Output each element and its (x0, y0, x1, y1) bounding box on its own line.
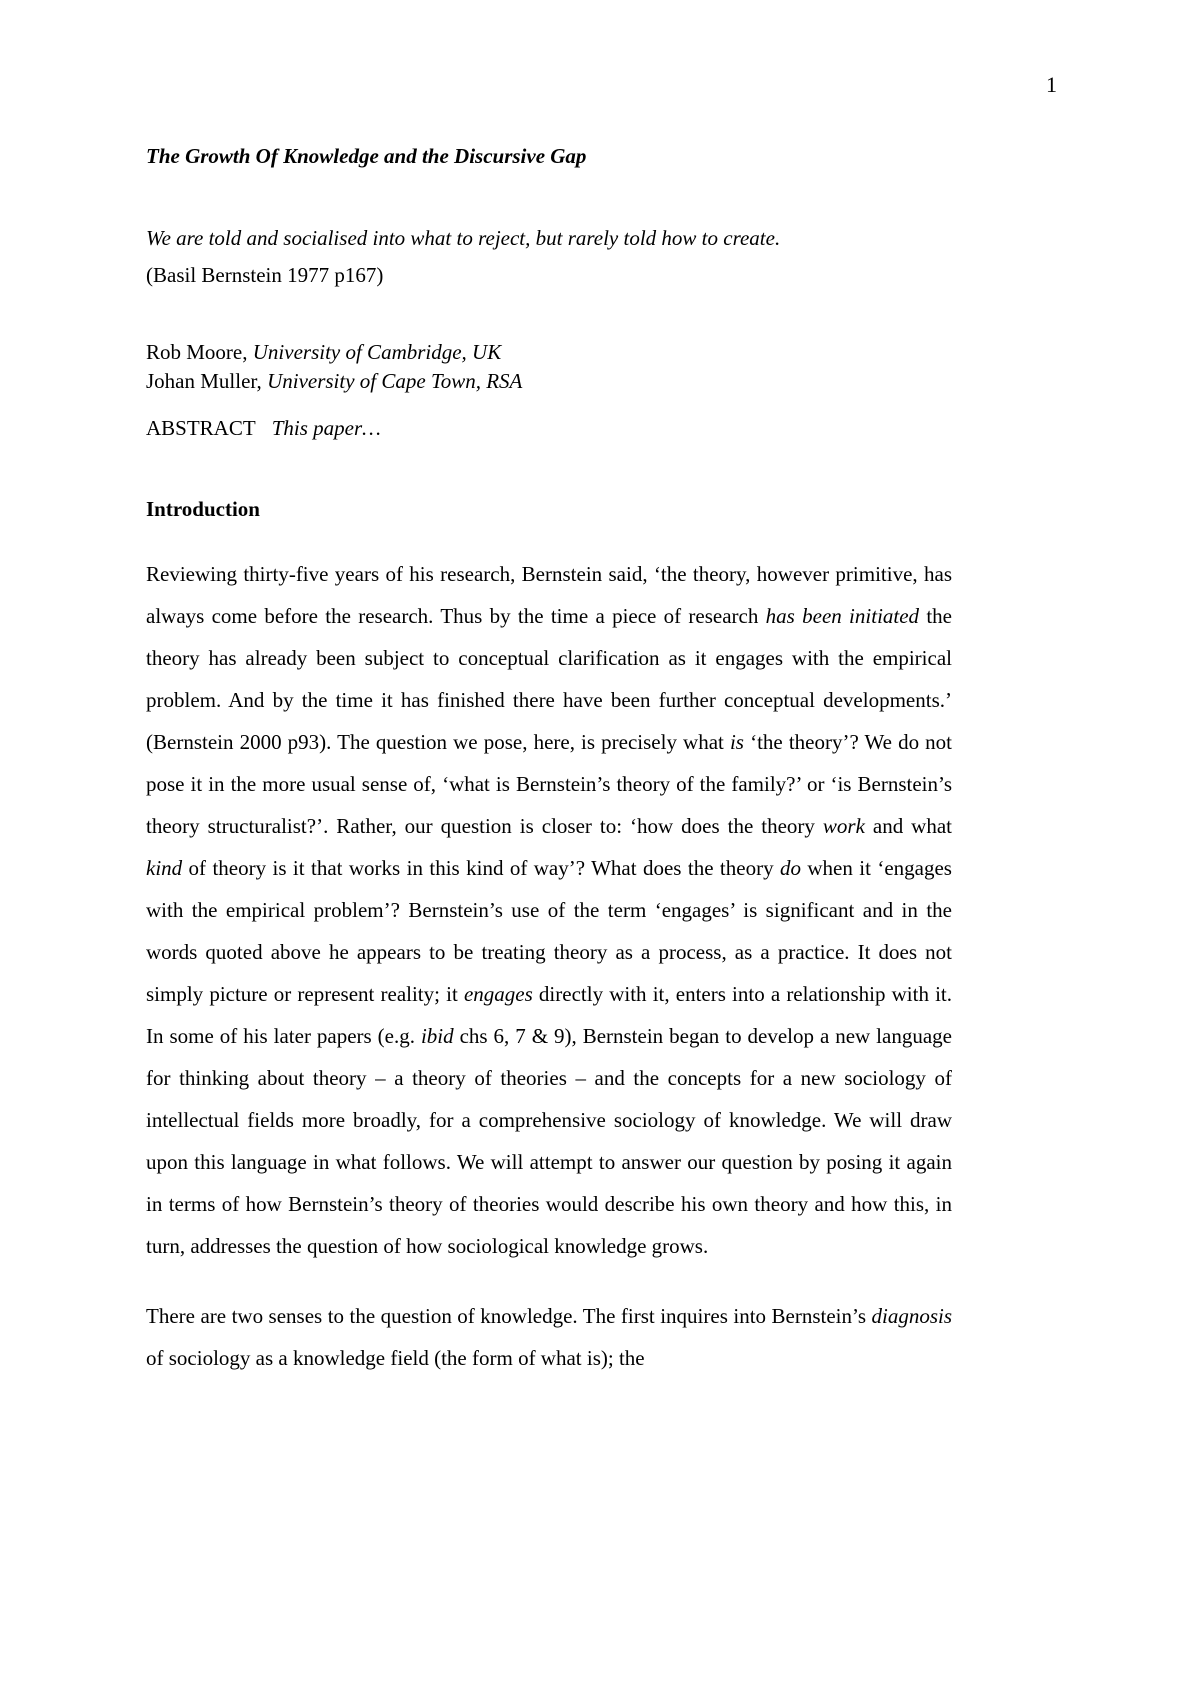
text-run: of theory is it that works in this kind of way’? What does the theory (182, 856, 780, 880)
author-list (146, 338, 952, 396)
emphasis: has been initiated (765, 604, 920, 628)
author-line (146, 338, 952, 367)
abstract-text: This paper… (271, 416, 381, 440)
emphasis: do (779, 856, 801, 880)
epigraph-quote: We are told and socialised into what to reject, but rarely told how to create. (146, 226, 781, 250)
page-number: 1 (1046, 72, 1057, 97)
text-run: of sociology as a knowledge field (the form of what is); the (146, 1346, 645, 1370)
emphasis: kind (146, 856, 183, 880)
text-run: Reviewing thirty-five years of his research, Bernstein said, ‘the theory, however primitive, has always come before the research. Thus by the time a piece of research (146, 562, 952, 628)
text-run: when it ‘engages with the empirical problem’? Bernstein’s use of the term ‘engages’ is significant and in the words quoted above he appears to be treating theory as a process, as a practice. It does not simply picture or represent reality; it (146, 856, 952, 1006)
emphasis: engages (463, 982, 533, 1006)
text-run: and what (864, 814, 952, 838)
author-affiliation: University of Cape Town, RSA (267, 369, 523, 393)
body-paragraph (146, 1295, 952, 1379)
text-run: the theory has already been subject to conceptual clarification as it engages with the empirical problem. And by the time it has finished there have been further conceptual developments.’ (Bernstein 2000 p93). The question we pose, here, is precisely what (146, 604, 953, 754)
author-line (146, 367, 952, 396)
paper-title: The Growth Of Knowledge and the Discursive Gap (146, 144, 587, 168)
abstract-label: ABSTRACT (146, 416, 256, 440)
emphasis: diagnosis (871, 1304, 952, 1328)
emphasis: work (822, 814, 865, 838)
emphasis: is (729, 730, 744, 754)
text-run: ‘the theory’? We do not pose it in the more usual sense of, ‘what is Bernstein’s theory of the family?’ or ‘is Bernstein’s theory structuralist?’. Rather, our question is closer to: ‘how does the theory (146, 730, 952, 838)
text-run: chs 6, 7 & 9), Bernstein began to develop a new language for thinking about theory – a theory of theories – and the concepts for a new sociology of intellectual fields more broadly, for a comprehensive sociology of knowledge. We will draw upon this language in what follows. We will attempt to answer our question by posing it again in terms of how Bernstein’s theory of theories would describe his own theory and how this, in turn, addresses the question of how sociological knowledge grows. (146, 1024, 952, 1258)
epigraph-source: (Basil Bernstein 1977 p167) (146, 263, 384, 287)
abstract (146, 414, 952, 443)
text-run: directly with it, enters into a relationship with it. In some of his later papers (e.g. (146, 982, 953, 1048)
author-affiliation: University of Cambridge, UK (252, 340, 502, 364)
epigraph (146, 220, 952, 294)
document-body (146, 142, 952, 1407)
author-name: Rob Moore, (146, 340, 253, 364)
text-run: There are two senses to the question of knowledge. The first inquires into Bernstein’s (146, 1304, 872, 1328)
section-heading: Introduction (146, 497, 260, 521)
author-name: Johan Muller, (146, 369, 268, 393)
emphasis: ibid (420, 1024, 454, 1048)
body-paragraph (146, 553, 952, 1267)
